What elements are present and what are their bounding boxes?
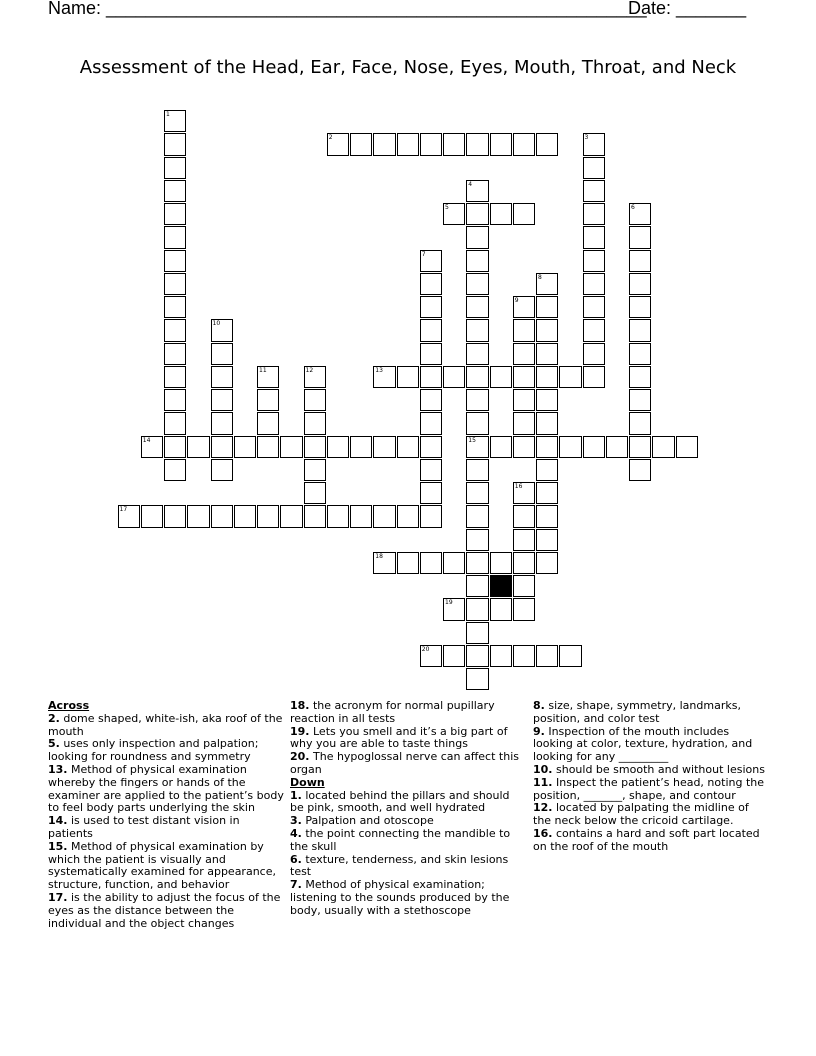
grid-cell[interactable] (420, 552, 442, 574)
grid-cell[interactable] (536, 552, 558, 574)
clue-down-11 (533, 777, 769, 803)
grid-cell[interactable] (327, 133, 349, 155)
grid-cell[interactable] (513, 645, 535, 667)
clue-text: is used to test distant vision in patients (48, 814, 240, 840)
grid-cell[interactable] (211, 366, 233, 388)
clue-number: 13. (48, 762, 68, 776)
clue-number-label: 8 (538, 273, 542, 281)
clue-number: 17. (48, 890, 68, 904)
grid-cell[interactable] (513, 296, 535, 318)
grid-cell[interactable] (397, 133, 419, 155)
grid-cell[interactable] (513, 552, 535, 574)
grid-cell[interactable] (466, 459, 488, 481)
clue-text: uses only inspection and palpation; looking for roundness and symmetry (48, 737, 259, 764)
clue-across-5 (48, 738, 284, 764)
grid-cell[interactable] (629, 273, 651, 295)
grid-cell[interactable] (490, 598, 512, 620)
grid-cell[interactable] (513, 575, 535, 597)
grid-cell[interactable] (211, 412, 233, 434)
clue-number-label: 14 (142, 436, 151, 444)
grid-cell[interactable] (583, 180, 605, 202)
clue-number: 11. (533, 775, 553, 789)
grid-cell[interactable] (536, 529, 558, 551)
grid-cell[interactable] (466, 296, 488, 318)
grid-cell[interactable] (164, 250, 186, 272)
grid-cell[interactable] (234, 505, 256, 527)
clue-number-label: 11 (259, 366, 267, 374)
clue-across-14 (48, 815, 284, 841)
grid-cell[interactable] (443, 645, 465, 667)
grid-cell[interactable] (164, 319, 186, 341)
grid-cell[interactable] (583, 157, 605, 179)
grid-cell[interactable] (466, 250, 488, 272)
grid-cell[interactable] (490, 645, 512, 667)
clue-number-label: 18 (375, 552, 383, 560)
grid-cell[interactable] (420, 505, 442, 527)
grid-cell[interactable] (373, 436, 395, 458)
grid-cell[interactable] (420, 645, 442, 667)
grid-cell[interactable] (466, 552, 488, 574)
clue-text: located behind the pillars and should be pink, smooth, and well hydrated (290, 788, 510, 815)
grid-cell[interactable] (676, 436, 698, 458)
name-field[interactable]: Name: ______________________________________________________ (48, 0, 647, 18)
clue-text: The hypoglossal nerve can affect this organ (290, 750, 519, 776)
clue-number: 1. (290, 788, 302, 802)
grid-cell[interactable] (373, 133, 395, 155)
clue-number: 20. (290, 750, 310, 764)
grid-cell[interactable] (466, 505, 488, 527)
clue-down-7 (290, 879, 526, 917)
clue-number-label: 4 (468, 180, 473, 188)
across-heading: Across (48, 699, 90, 712)
grid-cell[interactable] (583, 436, 605, 458)
grid-cell[interactable] (304, 482, 326, 504)
grid-cell[interactable] (466, 226, 488, 248)
clues-column-1 (48, 700, 284, 930)
grid-cell[interactable] (466, 412, 488, 434)
clue-number: 8. (533, 699, 545, 712)
clue-number-label: 6 (631, 204, 635, 211)
clue-number: 6. (290, 852, 302, 866)
clue-across-2 (48, 713, 284, 739)
black-square (490, 575, 512, 597)
grid-cell[interactable] (559, 436, 581, 458)
grid-cell[interactable] (536, 296, 558, 318)
grid-cell[interactable] (350, 133, 372, 155)
grid-cell[interactable] (490, 133, 512, 155)
clues-column-2 (290, 700, 526, 918)
grid-cell[interactable] (536, 459, 558, 481)
grid-cell[interactable] (629, 436, 651, 458)
grid-cell[interactable] (513, 343, 535, 365)
clue-text: size, shape, symmetry, landmarks, position, and color test (533, 699, 741, 725)
grid-cell[interactable] (304, 389, 326, 411)
down-heading: Down (290, 775, 325, 789)
clue-across-19 (290, 726, 526, 752)
grid-cell[interactable] (420, 436, 442, 458)
clues-column-3 (533, 700, 769, 854)
grid-cell[interactable] (443, 133, 465, 155)
clue-text: Lets you smell and it’s a big part of why you are able to taste things (290, 724, 508, 751)
clue-number: 15. (48, 839, 68, 853)
grid-cell[interactable] (350, 436, 372, 458)
clue-number: 3. (290, 814, 302, 828)
grid-cell[interactable] (536, 505, 558, 527)
clue-down-16 (533, 828, 769, 854)
clue-text: Inspect the patient’s head, noting the position, _______, shape, and contour (533, 775, 764, 802)
grid-cell[interactable] (629, 319, 651, 341)
clue-across-13 (48, 764, 284, 815)
clue-number-label: 3 (584, 134, 589, 142)
clue-number: 12. (533, 801, 553, 815)
clue-number-label: 15 (468, 436, 476, 444)
grid-cell[interactable] (257, 366, 279, 388)
grid-cell[interactable] (420, 389, 442, 411)
grid-cell[interactable] (629, 366, 651, 388)
grid-cell[interactable] (211, 436, 233, 458)
clue-down-8 (533, 700, 769, 726)
grid-cell[interactable] (466, 622, 488, 644)
grid-cell[interactable] (513, 482, 535, 504)
clue-text: the acronym for normal pupillary reaction in all tests (290, 699, 495, 725)
grid-cell[interactable] (583, 250, 605, 272)
grid-cell[interactable] (466, 203, 488, 225)
grid-cell[interactable] (513, 505, 535, 527)
page-title: Assessment of the Head, Ear, Face, Nose, Eyes, Mouth, Throat, and Neck (79, 57, 737, 78)
grid-cell[interactable] (466, 598, 488, 620)
grid-cell[interactable] (513, 529, 535, 551)
grid-cell[interactable] (466, 389, 488, 411)
grid-cell[interactable] (164, 505, 186, 527)
grid-cell[interactable] (583, 133, 605, 155)
grid-cell[interactable] (583, 273, 605, 295)
grid-cell[interactable] (559, 645, 581, 667)
grid-cell[interactable] (257, 412, 279, 434)
grid-cell[interactable] (420, 459, 442, 481)
grid-cell[interactable] (118, 505, 140, 527)
grid-cell[interactable] (164, 157, 186, 179)
grid-cell[interactable] (350, 505, 372, 527)
clue-text: contains a hard and soft part located on the roof of the mouth (533, 826, 760, 853)
grid-cell[interactable] (583, 226, 605, 248)
clue-number-label: 1 (166, 111, 170, 118)
clue-number-label: 12 (305, 366, 314, 374)
grid-cell[interactable] (164, 133, 186, 155)
grid-cell[interactable] (420, 133, 442, 155)
grid-cell[interactable] (164, 110, 186, 132)
grid-cell[interactable] (513, 389, 535, 411)
grid-cell[interactable] (211, 319, 233, 341)
grid-cell[interactable] (164, 389, 186, 411)
grid-cell[interactable] (536, 366, 558, 388)
grid-cell[interactable] (466, 575, 488, 597)
clue-down-4 (290, 828, 526, 854)
grid-cell[interactable] (187, 436, 209, 458)
grid-cell[interactable] (327, 436, 349, 458)
grid-cell[interactable] (420, 319, 442, 341)
grid-cell[interactable] (397, 366, 419, 388)
clue-number-label: 7 (421, 250, 426, 258)
clue-text: should be smooth and without lesions (552, 762, 765, 776)
grid-cell[interactable] (629, 389, 651, 411)
grid-cell[interactable] (559, 366, 581, 388)
grid-cell[interactable] (257, 505, 279, 527)
clue-text: dome shaped, white-ish, aka roof of the mouth (48, 711, 283, 738)
grid-cell[interactable] (513, 412, 535, 434)
grid-cell[interactable] (164, 343, 186, 365)
grid-cell[interactable] (420, 482, 442, 504)
clue-number: 19. (290, 724, 310, 738)
clue-number-label: 20 (421, 645, 430, 653)
grid-cell[interactable] (606, 436, 628, 458)
grid-cell[interactable] (443, 366, 465, 388)
clue-number: 14. (48, 814, 68, 828)
clue-text: Method of physical examination whereby the fingers or hands of the examiner are applied to the patient’s body to feel body parts underlying the skin (48, 762, 284, 815)
clue-number-label: 2 (328, 134, 333, 142)
grid-cell[interactable] (629, 250, 651, 272)
clue-text: texture, tenderness, and skin lesions test (290, 852, 509, 879)
grid-cell[interactable] (164, 226, 186, 248)
grid-cell[interactable] (513, 598, 535, 620)
clue-across-20 (290, 751, 526, 777)
clue-down-1 (290, 790, 526, 816)
grid-cell[interactable] (304, 505, 326, 527)
clue-number: 5. (48, 737, 60, 751)
clue-number: 10. (533, 762, 553, 776)
grid-cell[interactable] (164, 459, 186, 481)
grid-cell[interactable] (234, 436, 256, 458)
grid-cell[interactable] (141, 505, 163, 527)
clue-number-label: 16 (514, 483, 523, 490)
clue-number: 18. (290, 699, 310, 712)
grid-cell[interactable] (513, 319, 535, 341)
clue-number: 2. (48, 711, 60, 725)
grid-cell[interactable] (536, 319, 558, 341)
grid-cell[interactable] (280, 436, 302, 458)
grid-cell[interactable] (629, 226, 651, 248)
grid-cell[interactable] (583, 366, 605, 388)
date-field[interactable]: Date: _______ (628, 0, 747, 18)
clue-across-15 (48, 841, 284, 892)
clue-text: located by palpating the midline of the neck below the cricoid cartilage. (533, 801, 749, 828)
grid-cell[interactable] (513, 436, 535, 458)
grid-cell[interactable] (211, 505, 233, 527)
grid-cell[interactable] (466, 529, 488, 551)
grid-cell[interactable] (373, 366, 395, 388)
grid-cell[interactable] (164, 412, 186, 434)
grid-cell[interactable] (164, 180, 186, 202)
grid-cell[interactable] (420, 343, 442, 365)
grid-cell[interactable] (466, 319, 488, 341)
grid-cell[interactable] (397, 436, 419, 458)
clue-down-9 (533, 726, 769, 764)
grid-cell[interactable] (257, 389, 279, 411)
grid-cell[interactable] (466, 645, 488, 667)
clue-text: is the ability to adjust the focus of the eyes as the distance between the individual and the object changes (48, 890, 281, 930)
grid-cell[interactable] (373, 552, 395, 574)
grid-cell[interactable] (443, 552, 465, 574)
clue-across-17 (48, 892, 284, 930)
grid-cell[interactable] (583, 319, 605, 341)
clue-number-label: 19 (445, 599, 453, 607)
grid-cell[interactable] (536, 645, 558, 667)
grid-cell[interactable] (536, 482, 558, 504)
grid-cell[interactable] (164, 273, 186, 295)
clue-across-18 (290, 700, 526, 726)
grid-cell[interactable] (211, 343, 233, 365)
grid-cell[interactable] (420, 296, 442, 318)
grid-cell[interactable] (257, 436, 279, 458)
grid-cell[interactable] (211, 389, 233, 411)
grid-cell[interactable] (327, 505, 349, 527)
grid-cell[interactable] (280, 505, 302, 527)
grid-cell[interactable] (583, 343, 605, 365)
clue-text: Method of physical examination; listening to the sounds produced by the body, usually with a stethoscope (290, 878, 510, 917)
clue-down-6 (290, 854, 526, 880)
clue-text: Inspection of the mouth includes looking at color, texture, hydration, and looking for any _________ (533, 724, 753, 764)
grid-cell[interactable] (466, 180, 488, 202)
grid-cell[interactable] (583, 203, 605, 225)
clue-number: 16. (533, 826, 553, 840)
grid-cell[interactable] (304, 412, 326, 434)
grid-cell[interactable] (536, 273, 558, 295)
grid-cell[interactable] (304, 459, 326, 481)
grid-cell[interactable] (536, 436, 558, 458)
grid-cell[interactable] (397, 552, 419, 574)
grid-cell[interactable] (629, 343, 651, 365)
clue-number: 4. (290, 826, 302, 840)
grid-cell[interactable] (211, 459, 233, 481)
clue-number-label: 13 (375, 366, 383, 374)
grid-cell[interactable] (466, 273, 488, 295)
grid-cell[interactable] (397, 505, 419, 527)
grid-cell[interactable] (420, 366, 442, 388)
grid-cell[interactable] (466, 436, 488, 458)
grid-cell[interactable] (420, 412, 442, 434)
grid-cell[interactable] (629, 203, 651, 225)
grid-cell[interactable] (513, 133, 535, 155)
grid-cell[interactable] (466, 133, 488, 155)
grid-cell[interactable] (141, 436, 163, 458)
grid-cell[interactable] (304, 436, 326, 458)
grid-cell[interactable] (443, 203, 465, 225)
grid-cell[interactable] (536, 343, 558, 365)
grid-cell[interactable] (652, 436, 674, 458)
grid-cell[interactable] (164, 436, 186, 458)
grid-cell[interactable] (536, 389, 558, 411)
grid-cell[interactable] (513, 366, 535, 388)
grid-cell[interactable] (536, 412, 558, 434)
clue-text: Method of physical examination by which the patient is visually and systematically examined for appearance, structure, function, and behavior (48, 839, 276, 892)
clue-number-label: 5 (445, 204, 449, 211)
grid-cell[interactable] (187, 505, 209, 527)
clue-down-12 (533, 802, 769, 828)
clue-number: 9. (533, 724, 545, 738)
grid-cell[interactable] (466, 482, 488, 504)
grid-cell[interactable] (373, 505, 395, 527)
grid-cell[interactable] (490, 366, 512, 388)
grid-cell[interactable] (629, 459, 651, 481)
clue-number-label: 10 (212, 320, 221, 328)
grid-cell[interactable] (443, 598, 465, 620)
clue-number: 7. (290, 878, 302, 892)
grid-cell[interactable] (490, 203, 512, 225)
grid-cell[interactable] (420, 250, 442, 272)
grid-cell[interactable] (304, 366, 326, 388)
grid-cell[interactable] (629, 296, 651, 318)
clue-number-label: 9 (514, 297, 519, 304)
grid-cell[interactable] (420, 273, 442, 295)
clue-number-label: 17 (119, 506, 128, 514)
grid-cell[interactable] (164, 366, 186, 388)
grid-cell[interactable] (490, 436, 512, 458)
grid-cell[interactable] (583, 296, 605, 318)
grid-cell[interactable] (466, 668, 488, 690)
grid-cell[interactable] (513, 203, 535, 225)
clue-text: Palpation and otoscope (301, 814, 434, 828)
grid-cell[interactable] (536, 133, 558, 155)
grid-cell[interactable] (466, 366, 488, 388)
grid-cell[interactable] (466, 343, 488, 365)
grid-cell[interactable] (164, 296, 186, 318)
clue-text: the point connecting the mandible to the skull (290, 826, 511, 853)
grid-cell[interactable] (490, 552, 512, 574)
grid-cell[interactable] (629, 412, 651, 434)
grid-cell[interactable] (164, 203, 186, 225)
